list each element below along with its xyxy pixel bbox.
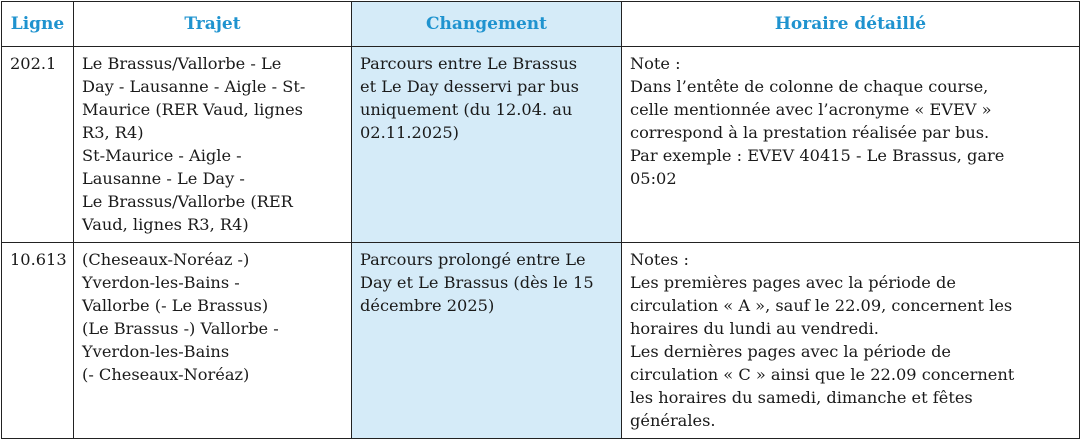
header-horaire: Horaire détaillé — [622, 2, 1080, 47]
table-row — [2, 243, 1080, 439]
header-ligne: Ligne — [2, 2, 74, 47]
cell-ligne: 202.1 — [2, 47, 74, 243]
cell-horaire: Note : Dans l’entête de colonne de chaque course, celle mentionnée avec l’acronyme « EVEV » correspond à la prestation réalisée par bus. Par exemple : EVEV 40415 - Le Brassus, gare 05:02 — [622, 47, 1080, 243]
table-row — [2, 47, 1080, 243]
header-row — [2, 2, 1080, 47]
cell-changement: Parcours entre Le Brassus et Le Day desservi par bus uniquement (du 12.04. au 02.11.2025) — [352, 47, 622, 243]
cell-horaire: Notes : Les premières pages avec la période de circulation « A », sauf le 22.09, concernent les horaires du lundi au vendredi. Les dernières pages avec la période de circulation « C » ainsi que le 22.09 concernent les horaires du samedi, dimanche et fêtes générales. — [622, 243, 1080, 439]
cell-trajet: (Cheseaux-Noréaz -) Yverdon-les-Bains - Vallorbe (- Le Brassus) (Le Brassus -) Vallorbe - Yverdon-les-Bains (- Cheseaux-Noréaz) — [74, 243, 352, 439]
header-trajet: Trajet — [74, 2, 352, 47]
schedule-changes-table — [1, 1, 1080, 439]
cell-trajet: Le Brassus/Vallorbe - Le Day - Lausanne - Aigle - St- Maurice (RER Vaud, lignes R3, R4) St-Maurice - Aigle - Lausanne - Le Day - Le Brassus/Vallorbe (RER Vaud, lignes R3, R4) — [74, 47, 352, 243]
cell-changement: Parcours prolongé entre Le Day et Le Brassus (dès le 15 décembre 2025) — [352, 243, 622, 439]
cell-ligne: 10.613 — [2, 243, 74, 439]
header-changement: Changement — [352, 2, 622, 47]
